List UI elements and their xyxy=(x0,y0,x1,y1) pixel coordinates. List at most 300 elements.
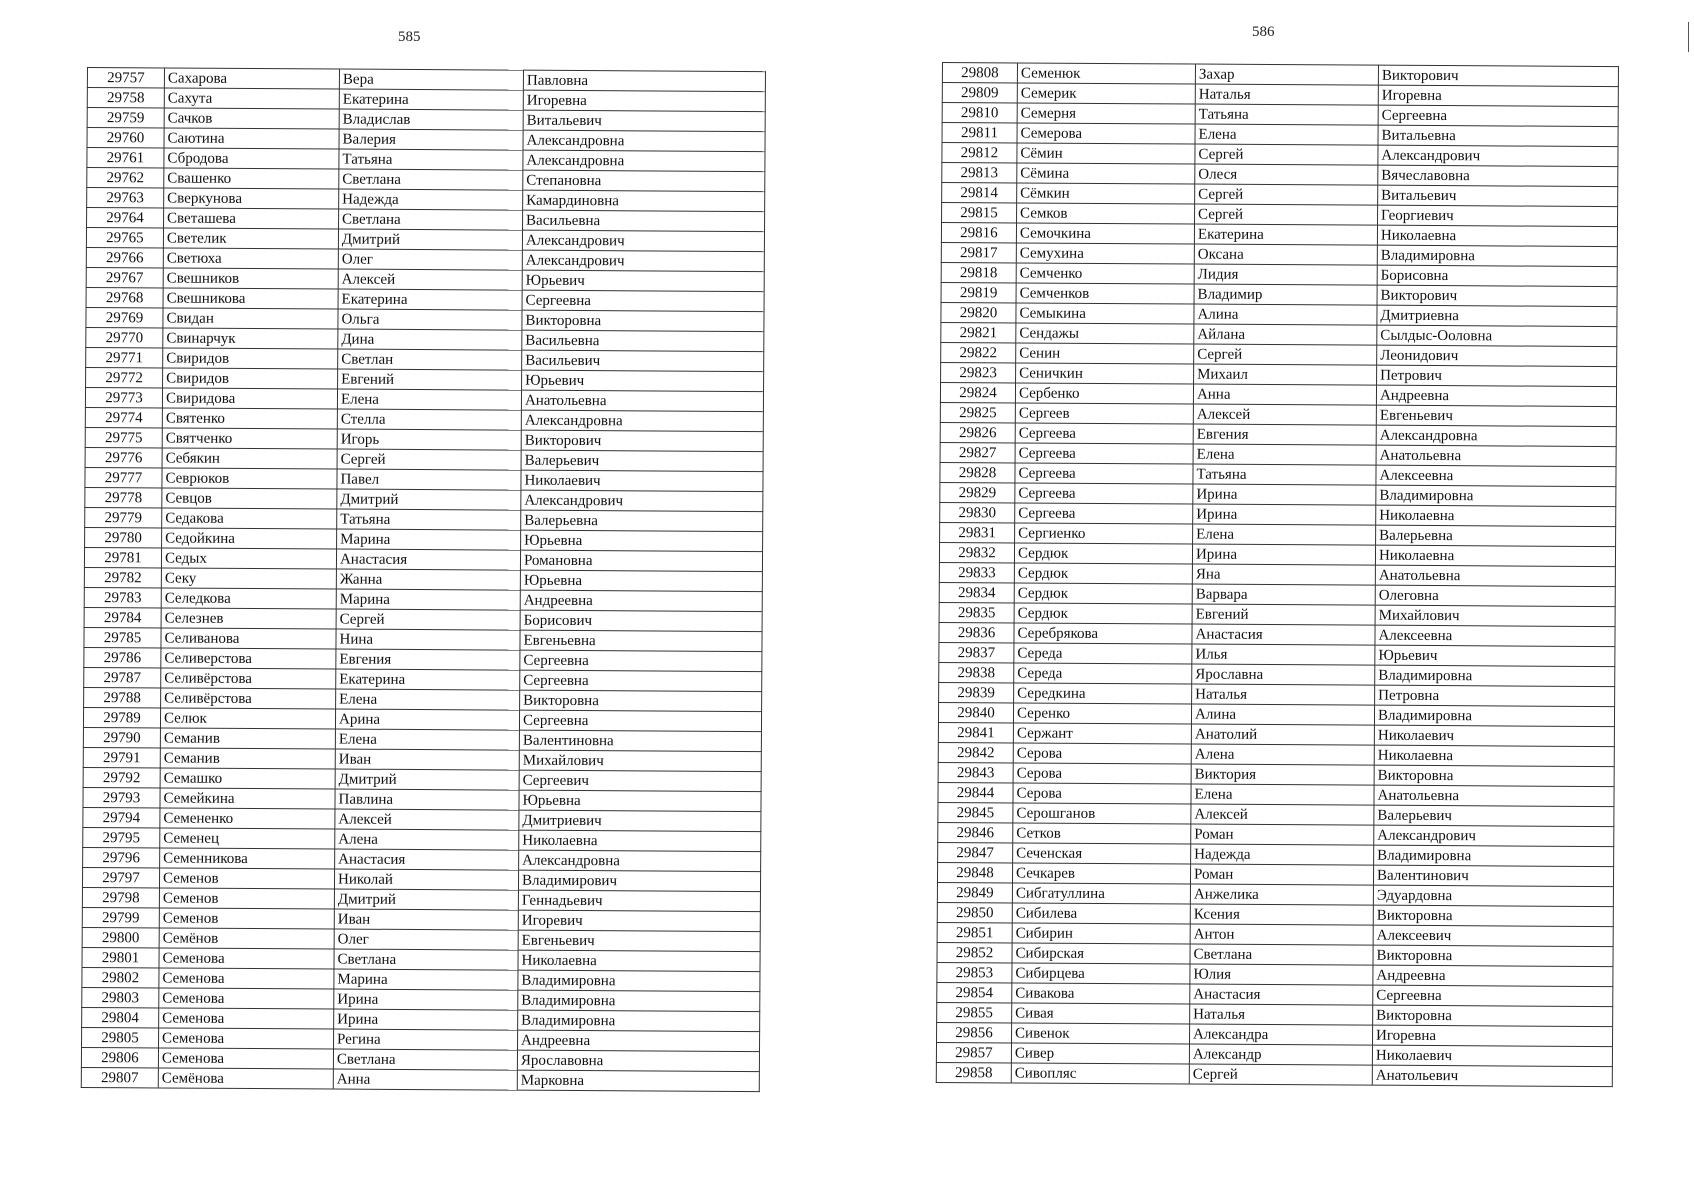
first-name-cell: Сергей xyxy=(336,609,520,630)
record-number-cell: 29767 xyxy=(86,267,163,287)
record-number-cell: 29837 xyxy=(939,642,1014,662)
patronymic-cell: Викторович xyxy=(1378,65,1618,86)
surname-cell: Свешникова xyxy=(163,288,338,309)
surname-cell: Сеничкин xyxy=(1016,363,1194,384)
patronymic-cell: Андреевна xyxy=(1376,385,1616,406)
record-number-cell: 29813 xyxy=(942,163,1017,183)
patronymic-cell: Андреевна xyxy=(520,590,762,611)
patronymic-cell: Юрьевна xyxy=(520,570,762,591)
surname-cell: Севцов xyxy=(162,488,337,509)
first-name-cell: Анатолий xyxy=(1191,724,1374,745)
record-number-cell: 29821 xyxy=(941,322,1016,342)
surname-cell: Семочкина xyxy=(1016,223,1194,244)
surname-cell: Семенов xyxy=(159,868,334,889)
surname-cell: Семухина xyxy=(1016,243,1194,264)
record-number-cell: 29759 xyxy=(87,108,164,128)
patronymic-cell: Юрьевич xyxy=(522,370,764,391)
record-number-cell: 29764 xyxy=(87,208,164,228)
record-number-cell: 29786 xyxy=(84,647,161,667)
patronymic-cell: Александровна xyxy=(523,130,765,151)
patronymic-cell: Викторовна xyxy=(520,690,762,711)
surname-cell: Сибирцева xyxy=(1012,963,1190,984)
first-name-cell: Анастасия xyxy=(1190,984,1373,1005)
record-number-cell: 29773 xyxy=(85,387,162,407)
surname-cell: Сергеева xyxy=(1015,423,1193,444)
first-name-cell: Антон xyxy=(1190,924,1373,945)
surname-cell: Серова xyxy=(1013,783,1191,804)
record-number-cell: 29822 xyxy=(941,342,1016,362)
first-name-cell: Алексей xyxy=(1191,804,1374,825)
record-number-cell: 29775 xyxy=(85,427,162,447)
first-name-cell: Екатерина xyxy=(1194,224,1377,245)
surname-cell: Сергеева xyxy=(1015,443,1193,464)
record-number-cell: 29765 xyxy=(86,228,163,248)
record-number-cell: 29791 xyxy=(83,747,160,767)
patronymic-cell: Евгеньевич xyxy=(518,930,760,951)
surname-cell: Семёнова xyxy=(158,1068,333,1089)
record-number-cell: 29776 xyxy=(85,447,162,467)
first-name-cell: Сергей xyxy=(1195,184,1378,205)
page-number-right: 586 xyxy=(1252,24,1275,40)
first-name-cell: Евгения xyxy=(336,649,520,670)
surname-cell: Сахута xyxy=(164,88,339,109)
record-number-cell: 29772 xyxy=(86,367,163,387)
register-table-right xyxy=(936,62,1619,1087)
patronymic-cell: Васильевна xyxy=(522,330,764,351)
record-number-cell: 29768 xyxy=(86,287,163,307)
patronymic-cell: Владимировна xyxy=(518,1010,760,1031)
first-name-cell: Ярославна xyxy=(1192,664,1375,685)
first-name-cell: Марина xyxy=(334,969,518,990)
record-number-cell: 29839 xyxy=(939,682,1014,702)
first-name-cell: Юлия xyxy=(1190,964,1373,985)
patronymic-cell: Георгиевич xyxy=(1378,205,1618,226)
patronymic-cell: Игоревич xyxy=(518,910,760,931)
first-name-cell: Арина xyxy=(335,709,519,730)
record-number-cell: 29766 xyxy=(86,247,163,267)
surname-cell: Семков xyxy=(1017,203,1195,224)
surname-cell: Сенин xyxy=(1016,343,1194,364)
surname-cell: Семерик xyxy=(1017,83,1195,104)
patronymic-cell: Анатольевна xyxy=(1375,565,1615,586)
surname-cell: Серова xyxy=(1013,743,1191,764)
record-number-cell: 29831 xyxy=(940,522,1015,542)
first-name-cell: Марина xyxy=(336,589,520,610)
first-name-cell: Олеся xyxy=(1195,164,1378,185)
table-row xyxy=(81,1067,759,1091)
record-number-cell: 29804 xyxy=(82,1007,159,1027)
surname-cell: Семанив xyxy=(160,748,335,769)
surname-cell: Сибирин xyxy=(1012,923,1190,944)
surname-cell: Семченков xyxy=(1016,283,1194,304)
surname-cell: Сетков xyxy=(1013,823,1191,844)
surname-cell: Сердюк xyxy=(1014,583,1192,604)
first-name-cell: Нина xyxy=(336,629,520,650)
first-name-cell: Евгения xyxy=(1193,424,1376,445)
first-name-cell: Алена xyxy=(1191,744,1374,765)
surname-cell: Сербенко xyxy=(1015,383,1193,404)
surname-cell: Сергеева xyxy=(1015,483,1193,504)
surname-cell: Семерня xyxy=(1017,103,1195,124)
record-number-cell: 29842 xyxy=(938,742,1013,762)
record-number-cell: 29769 xyxy=(86,307,163,327)
surname-cell: Светелик xyxy=(163,228,338,249)
surname-cell: Свинарчук xyxy=(163,328,338,349)
first-name-cell: Алина xyxy=(1194,304,1377,325)
patronymic-cell: Степановна xyxy=(523,170,765,191)
first-name-cell: Елена xyxy=(1193,444,1376,465)
patronymic-cell: Сергеевич xyxy=(519,770,761,791)
surname-cell: Семенова xyxy=(159,1008,334,1029)
record-number-cell: 29797 xyxy=(82,867,159,887)
patronymic-cell: Николаевич xyxy=(1372,1045,1612,1066)
surname-cell: Сивакова xyxy=(1012,983,1190,1004)
surname-cell: Седакова xyxy=(162,508,337,529)
first-name-cell: Валерия xyxy=(339,129,523,150)
patronymic-cell: Геннадьевич xyxy=(518,890,760,911)
first-name-cell: Светлана xyxy=(334,949,518,970)
first-name-cell: Иван xyxy=(335,749,519,770)
first-name-cell: Татьяна xyxy=(337,509,521,530)
surname-cell: Сибирская xyxy=(1012,943,1190,964)
patronymic-cell: Викторович xyxy=(1377,285,1617,306)
first-name-cell: Анастасия xyxy=(336,549,520,570)
record-number-cell: 29852 xyxy=(937,942,1012,962)
patronymic-cell: Валерьевич xyxy=(1374,805,1614,826)
first-name-cell: Захар xyxy=(1195,64,1378,85)
surname-cell: Семенова xyxy=(159,1028,334,1049)
first-name-cell: Алина xyxy=(1191,704,1374,725)
surname-cell: Серошганов xyxy=(1013,803,1191,824)
record-number-cell: 29857 xyxy=(936,1042,1011,1062)
record-number-cell: 29763 xyxy=(87,188,164,208)
first-name-cell: Дмитрий xyxy=(337,489,521,510)
patronymic-cell: Андреевна xyxy=(518,1030,760,1051)
surname-cell: Светюха xyxy=(163,248,338,269)
patronymic-cell: Викторович xyxy=(521,430,763,451)
first-name-cell: Надежда xyxy=(339,189,523,210)
patronymic-cell: Сергеевна xyxy=(1378,105,1618,126)
surname-cell: Семченко xyxy=(1016,263,1194,284)
surname-cell: Сёмина xyxy=(1017,163,1195,184)
first-name-cell: Роман xyxy=(1191,824,1374,845)
record-number-cell: 29801 xyxy=(82,947,159,967)
first-name-cell: Екатерина xyxy=(338,289,522,310)
record-number-cell: 29833 xyxy=(939,562,1014,582)
first-name-cell: Илья xyxy=(1192,644,1375,665)
surname-cell: Сивенок xyxy=(1012,1023,1190,1044)
patronymic-cell: Васильевич xyxy=(522,350,764,371)
surname-cell: Серебрякова xyxy=(1014,623,1192,644)
first-name-cell: Ольга xyxy=(338,309,522,330)
patronymic-cell: Николаевна xyxy=(518,950,760,971)
surname-cell: Сверкунова xyxy=(164,188,339,209)
surname-cell: Свиридов xyxy=(163,348,338,369)
surname-cell: Семененко xyxy=(160,808,335,829)
surname-cell: Саютина xyxy=(164,128,339,149)
patronymic-cell: Игоревна xyxy=(1378,85,1618,106)
patronymic-cell: Борисовна xyxy=(1377,265,1617,286)
record-number-cell: 29810 xyxy=(942,103,1017,123)
surname-cell: Сечкарев xyxy=(1012,863,1190,884)
record-number-cell: 29811 xyxy=(942,123,1017,143)
patronymic-cell: Николаевна xyxy=(519,830,761,851)
record-number-cell: 29777 xyxy=(85,467,162,487)
record-number-cell: 29820 xyxy=(941,302,1016,322)
record-number-cell: 29855 xyxy=(937,1002,1012,1022)
patronymic-cell: Владимирович xyxy=(518,870,760,891)
record-number-cell: 29854 xyxy=(937,982,1012,1002)
record-number-cell: 29815 xyxy=(942,203,1017,223)
patronymic-cell: Александровна xyxy=(523,150,765,171)
first-name-cell: Наталья xyxy=(1192,684,1375,705)
first-name-cell: Екатерина xyxy=(339,89,523,110)
first-name-cell: Яна xyxy=(1192,564,1375,585)
patronymic-cell: Сергеевна xyxy=(1373,985,1613,1006)
surname-cell: Сердюк xyxy=(1014,543,1192,564)
patronymic-cell: Леонидович xyxy=(1377,345,1617,366)
surname-cell: Семенов xyxy=(159,888,334,909)
patronymic-cell: Владимировна xyxy=(1375,665,1615,686)
record-number-cell: 29830 xyxy=(940,502,1015,522)
record-number-cell: 29757 xyxy=(87,68,164,88)
first-name-cell: Александра xyxy=(1190,1024,1373,1045)
surname-cell: Свиридова xyxy=(162,388,337,409)
first-name-cell: Анастасия xyxy=(335,849,519,870)
first-name-cell: Светлана xyxy=(339,169,523,190)
surname-cell: Свиридов xyxy=(163,368,338,389)
register-table-left xyxy=(81,67,766,1092)
first-name-cell: Олег xyxy=(334,929,518,950)
first-name-cell: Олег xyxy=(338,249,522,270)
record-number-cell: 29761 xyxy=(87,148,164,168)
patronymic-cell: Игоревна xyxy=(1373,1025,1613,1046)
patronymic-cell: Павловна xyxy=(523,70,765,91)
patronymic-cell: Дмитриевна xyxy=(1377,305,1617,326)
first-name-cell: Елена xyxy=(1193,524,1376,545)
first-name-cell: Сергей xyxy=(1194,344,1377,365)
first-name-cell: Сергей xyxy=(1195,144,1378,165)
patronymic-cell: Борисович xyxy=(520,610,762,631)
first-name-cell: Татьяна xyxy=(339,149,523,170)
surname-cell: Сергеев xyxy=(1015,403,1193,424)
first-name-cell: Надежда xyxy=(1191,844,1374,865)
patronymic-cell: Евгеньевна xyxy=(520,630,762,651)
patronymic-cell: Анатольевич xyxy=(1372,1065,1612,1086)
patronymic-cell: Юрьевна xyxy=(519,790,761,811)
surname-cell: Селюк xyxy=(160,708,335,729)
first-name-cell: Анжелика xyxy=(1190,884,1373,905)
record-number-cell: 29823 xyxy=(941,362,1016,382)
patronymic-cell: Михайлович xyxy=(1375,605,1615,626)
surname-cell: Семёнов xyxy=(159,928,334,949)
patronymic-cell: Андреевна xyxy=(1373,965,1613,986)
patronymic-cell: Петровна xyxy=(1375,685,1615,706)
record-number-cell: 29846 xyxy=(938,822,1013,842)
patronymic-cell: Владимировна xyxy=(1374,845,1614,866)
record-number-cell: 29828 xyxy=(940,462,1015,482)
surname-cell: Свашенко xyxy=(164,168,339,189)
patronymic-cell: Сергеевна xyxy=(522,290,764,311)
first-name-cell: Айлана xyxy=(1194,324,1377,345)
first-name-cell: Ирина xyxy=(334,1009,518,1030)
record-number-cell: 29792 xyxy=(83,767,160,787)
record-number-cell: 29849 xyxy=(937,882,1012,902)
first-name-cell: Вера xyxy=(339,69,523,90)
record-number-cell: 29762 xyxy=(87,168,164,188)
record-number-cell: 29832 xyxy=(939,542,1014,562)
surname-cell: Семашко xyxy=(160,768,335,789)
record-number-cell: 29795 xyxy=(83,827,160,847)
surname-cell: Сердюк xyxy=(1014,563,1192,584)
record-number-cell: 29780 xyxy=(85,527,162,547)
record-number-cell: 29800 xyxy=(82,927,159,947)
record-number-cell: 29799 xyxy=(82,907,159,927)
surname-cell: Сержант xyxy=(1013,723,1191,744)
record-number-cell: 29812 xyxy=(942,143,1017,163)
first-name-cell: Алексей xyxy=(1193,404,1376,425)
record-number-cell: 29781 xyxy=(84,547,161,567)
patronymic-cell: Александровна xyxy=(521,410,763,431)
surname-cell: Семенюк xyxy=(1017,63,1195,84)
first-name-cell: Светлана xyxy=(333,1049,517,1070)
patronymic-cell: Сылдыс-Ооловна xyxy=(1377,325,1617,346)
record-number-cell: 29844 xyxy=(938,782,1013,802)
surname-cell: Сибилева xyxy=(1012,903,1190,924)
patronymic-cell: Николаевна xyxy=(1375,545,1615,566)
surname-cell: Семейкина xyxy=(160,788,335,809)
patronymic-cell: Эдуардовна xyxy=(1373,885,1613,906)
surname-cell: Святченко xyxy=(162,428,337,449)
patronymic-cell: Витальевич xyxy=(523,110,765,131)
patronymic-cell: Валерьевна xyxy=(521,510,763,531)
record-number-cell: 29838 xyxy=(939,662,1014,682)
first-name-cell: Дмитрий xyxy=(334,889,518,910)
first-name-cell: Варвара xyxy=(1192,584,1375,605)
first-name-cell: Михаил xyxy=(1194,364,1377,385)
surname-cell: Севрюков xyxy=(162,468,337,489)
table-row xyxy=(936,1062,1612,1086)
patronymic-cell: Николаевич xyxy=(521,470,763,491)
surname-cell: Себякин xyxy=(162,448,337,469)
surname-cell: Седойкина xyxy=(162,528,337,549)
patronymic-cell: Анатольевна xyxy=(1376,445,1616,466)
first-name-cell: Анна xyxy=(1193,384,1376,405)
surname-cell: Седых xyxy=(161,548,336,569)
patronymic-cell: Романовна xyxy=(520,550,762,571)
first-name-cell: Елена xyxy=(336,689,520,710)
surname-cell: Сеченская xyxy=(1013,843,1191,864)
surname-cell: Сендажы xyxy=(1016,323,1194,344)
record-number-cell: 29785 xyxy=(84,627,161,647)
first-name-cell: Иван xyxy=(334,909,518,930)
first-name-cell: Дмитрий xyxy=(335,769,519,790)
record-number-cell: 29793 xyxy=(83,787,160,807)
patronymic-cell: Евгеньевич xyxy=(1376,405,1616,426)
surname-cell: Серова xyxy=(1013,763,1191,784)
first-name-cell: Сергей xyxy=(1195,204,1378,225)
surname-cell: Сахарова xyxy=(164,68,339,89)
patronymic-cell: Викторовна xyxy=(1373,945,1613,966)
first-name-cell: Владимир xyxy=(1194,284,1377,305)
first-name-cell: Ирина xyxy=(1193,504,1376,525)
page-edge-mark xyxy=(1688,22,1689,52)
record-number-cell: 29835 xyxy=(939,602,1014,622)
record-number-cell: 29782 xyxy=(84,567,161,587)
surname-cell: Святенко xyxy=(162,408,337,429)
record-number-cell: 29824 xyxy=(940,382,1015,402)
record-number-cell: 29853 xyxy=(937,962,1012,982)
surname-cell: Селивёрстова xyxy=(161,668,336,689)
first-name-cell: Ирина xyxy=(334,989,518,1010)
patronymic-cell: Марковна xyxy=(517,1070,759,1091)
first-name-cell: Жанна xyxy=(336,569,520,590)
first-name-cell: Елена xyxy=(337,389,521,410)
record-number-cell: 29856 xyxy=(937,1022,1012,1042)
patronymic-cell: Александрович xyxy=(1378,145,1618,166)
surname-cell: Сивер xyxy=(1011,1043,1189,1064)
patronymic-cell: Анатольевна xyxy=(521,390,763,411)
record-number-cell: 29809 xyxy=(942,83,1017,103)
first-name-cell: Алексей xyxy=(338,269,522,290)
patronymic-cell: Анатольевна xyxy=(1374,785,1614,806)
surname-cell: Селиванова xyxy=(161,628,336,649)
patronymic-cell: Валентиновна xyxy=(519,730,761,751)
first-name-cell: Наталья xyxy=(1190,1004,1373,1025)
first-name-cell: Елена xyxy=(1191,784,1374,805)
first-name-cell: Евгений xyxy=(1192,604,1375,625)
patronymic-cell: Юрьевна xyxy=(521,530,763,551)
surname-cell: Сибгатуллина xyxy=(1012,883,1190,904)
record-number-cell: 29817 xyxy=(941,242,1016,262)
surname-cell: Семенец xyxy=(160,828,335,849)
patronymic-cell: Сергеевна xyxy=(519,710,761,731)
first-name-cell: Лидия xyxy=(1194,264,1377,285)
first-name-cell: Александр xyxy=(1189,1044,1372,1065)
record-number-cell: 29788 xyxy=(84,687,161,707)
first-name-cell: Павел xyxy=(337,469,521,490)
record-number-cell: 29770 xyxy=(86,327,163,347)
surname-cell: Сергиенко xyxy=(1015,523,1193,544)
patronymic-cell: Владимировна xyxy=(1377,245,1617,266)
surname-cell: Семенова xyxy=(159,948,334,969)
first-name-cell: Дмитрий xyxy=(338,229,522,250)
surname-cell: Сивопляс xyxy=(1011,1063,1189,1084)
patronymic-cell: Александрович xyxy=(522,250,764,271)
first-name-cell: Евгений xyxy=(338,369,522,390)
surname-cell: Селедкова xyxy=(161,588,336,609)
surname-cell: Сёмин xyxy=(1017,143,1195,164)
first-name-cell: Ирина xyxy=(1192,544,1375,565)
record-number-cell: 29814 xyxy=(942,183,1017,203)
first-name-cell: Игорь xyxy=(337,429,521,450)
patronymic-cell: Валерьевна xyxy=(1376,525,1616,546)
first-name-cell: Регина xyxy=(334,1029,518,1050)
surname-cell: Свешников xyxy=(163,268,338,289)
record-number-cell: 29790 xyxy=(83,727,160,747)
surname-cell: Светашева xyxy=(164,208,339,229)
patronymic-cell: Камардиновна xyxy=(523,190,765,211)
record-number-cell: 29805 xyxy=(82,1027,159,1047)
record-number-cell: 29789 xyxy=(83,707,160,727)
first-name-cell: Анна xyxy=(333,1069,517,1090)
patronymic-cell: Олеговна xyxy=(1375,585,1615,606)
first-name-cell: Оксана xyxy=(1194,244,1377,265)
first-name-cell: Наталья xyxy=(1195,84,1378,105)
record-number-cell: 29858 xyxy=(936,1062,1011,1082)
record-number-cell: 29851 xyxy=(937,922,1012,942)
record-number-cell: 29806 xyxy=(81,1047,158,1067)
